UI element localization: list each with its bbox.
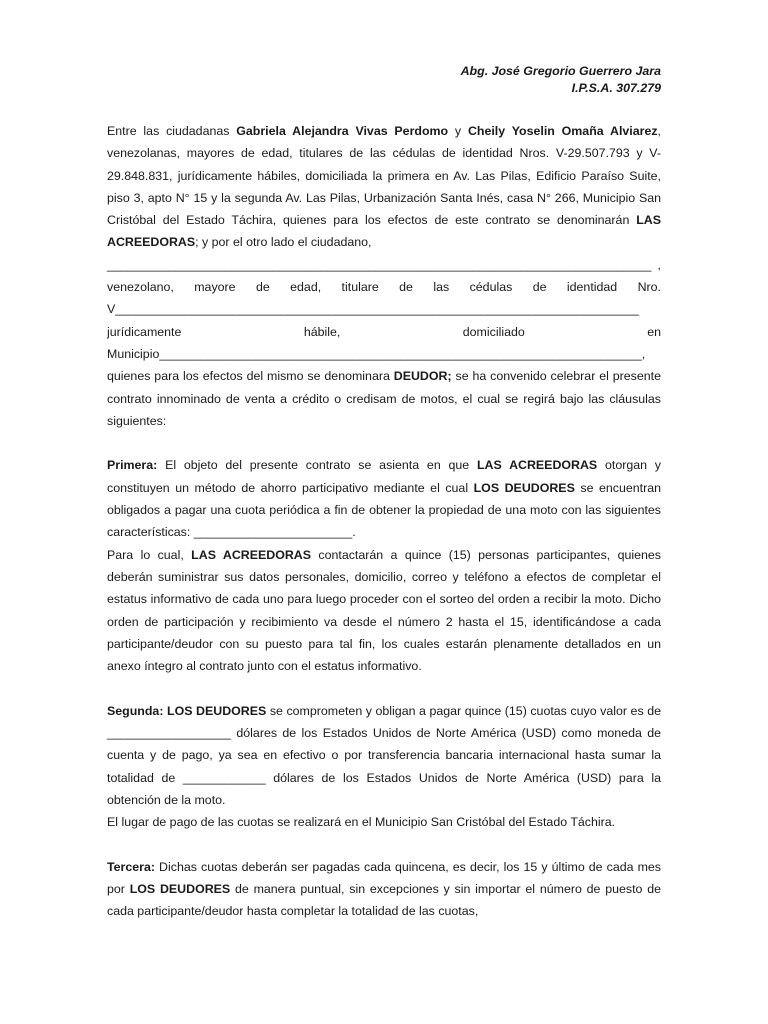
clause-segunda bbox=[107, 700, 661, 811]
clause-text: otorgan y constituyen un método de ahorro participativo mediante el cual bbox=[107, 458, 661, 495]
creditor-name-2: Cheily Yoselin Omaña Alviarez bbox=[467, 124, 658, 138]
clause-primera-continuation bbox=[107, 544, 661, 678]
paragraph-gap bbox=[107, 834, 661, 856]
debtors-term: LOS DEUDORES bbox=[129, 882, 231, 897]
municipio-line: Municipio______________________________________________________________________, bbox=[107, 346, 646, 361]
clause-text: contactarán a quince (15) personas participantes, quienes deberán suministrar sus datos personales, domicilio, correo y teléfono a efectos de completar el estatus informativo de cada uno para luego proceder con el sorteo del orden a recibir la moto. Dicho orden de participación y recibimiento va desde el número 2 hasta el 15, identificándose a cada participante/deudor con su puesto para tal fin, los cuales estarán plenamente detallados en un anexo íntegro al contrato junto con el estatus informativo. bbox=[107, 547, 662, 674]
creditors-term: LAS ACREEDORAS bbox=[107, 213, 661, 250]
venezolano-line: venezolano, mayore de edad, titulare de las cédulas de identidad Nro. bbox=[107, 280, 661, 295]
creditors-term: LAS ACREEDORAS bbox=[476, 458, 598, 473]
intro-text: ; y por el otro lado el ciudadano, bbox=[195, 235, 372, 250]
clause-text: de manera puntual, sin excepciones y sin importar el número de puesto de cada participante/deudor hasta completar la totalidad de las cuotas, bbox=[107, 882, 661, 919]
clause-label: Tercera: bbox=[107, 859, 155, 874]
creditor-name-1: Gabriela Alejandra Vivas Perdomo bbox=[236, 124, 449, 138]
clause-tercera bbox=[107, 856, 661, 923]
clause-label: Segunda: bbox=[107, 703, 164, 718]
intro-paragraph bbox=[107, 120, 661, 254]
clause-text: se comprometen y obligan a pagar quince (15) cuotas cuyo valor es de __________________ dólares de los Estados Unidos de Norte América (USD) como moneda de cuenta y de pago, ya sea en efectivo o por transferencia bancaria internacional hasta sumar la totalidad de ____________ dólares de los Estados Unidos de Norte América (USD) para la obtención de la moto. bbox=[107, 703, 661, 807]
clause-text: Dichas cuotas deberán ser pagadas cada quincena, es decir, los 15 y último de cada mes por bbox=[107, 859, 661, 897]
document-body bbox=[107, 120, 661, 923]
intro-text: , venezolanas, mayores de edad, titulares de las cédulas de identidad Nros. V-29.507.793 y V-29.848.831, jurídicamente hábiles, domiciliada la primera en Av. Las Pilas, Edificio Paraíso Suite, piso 3, apto N° 15 y la segunda Av. Las Pilas, Urbanización Santa Inés, casa N° 266, Municipio San Cristóbal del Estado Táchira, quienes para los efectos de este contrato se denominarán bbox=[107, 124, 661, 228]
author-name: Abg. José Gregorio Guerrero Jara bbox=[460, 64, 661, 78]
clause-text: El objeto del presente contrato se asienta en que bbox=[157, 458, 477, 473]
clause-segunda-payment-place: El lugar de pago de las cuotas se realizará en el Municipio San Cristóbal del Estado Táchira. bbox=[107, 815, 616, 830]
debtor-term: DEUDOR; bbox=[393, 369, 452, 384]
clause-primera bbox=[107, 454, 661, 543]
paragraph-gap bbox=[107, 432, 661, 454]
juridicamente-line: jurídicamente hábile, domiciliado en bbox=[107, 324, 661, 339]
intro-text: Entre las ciudadanas bbox=[107, 124, 237, 138]
blank-name-line: _______________________________________________________________________________ , bbox=[107, 257, 661, 272]
intro-text: se ha convenido celebrar el presente contrato innominado de venta a crédito o credisam de motos, el cual se regirá bajo las cláusulas siguientes: bbox=[107, 369, 661, 428]
clause-text: Para lo cual, bbox=[107, 547, 192, 562]
paragraph-gap bbox=[107, 677, 661, 699]
document-header bbox=[461, 63, 661, 97]
debtors-term: LOS DEUDORES bbox=[167, 703, 267, 718]
intro-closing-paragraph bbox=[107, 365, 661, 432]
ipsa-number: I.P.S.A. 307.279 bbox=[571, 81, 661, 95]
clause-label: Primera: bbox=[107, 458, 158, 473]
debtors-term: LOS DEUDORES bbox=[473, 480, 575, 495]
intro-text: y bbox=[448, 124, 468, 138]
clause-text: se encuentran obligados a pagar una cuota periódica a fin de obtener la propiedad de una moto con las siguientes características: _______________________. bbox=[107, 480, 661, 540]
intro-text: quienes para los efectos del mismo se denominara bbox=[107, 369, 394, 384]
id-blank-line: V____________________________________________________________________________ bbox=[107, 302, 639, 317]
creditors-term: LAS ACREEDORAS bbox=[191, 547, 312, 562]
